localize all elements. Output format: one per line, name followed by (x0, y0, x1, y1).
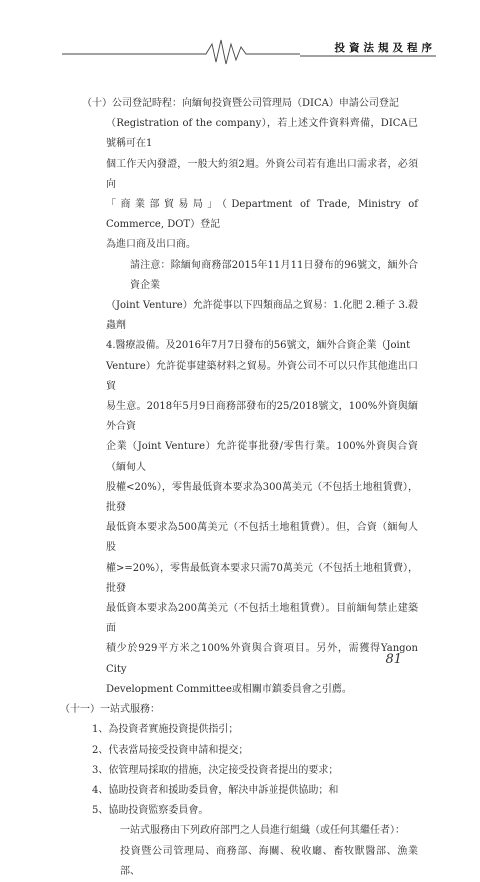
note-line: 最低資本要求為500萬美元（不包括土地租賃費）。但，合資（緬甸人股 (106, 522, 418, 554)
list-item-text: 依管理局採取的措施，決定接受投資者提出的要求； (108, 764, 339, 776)
page-body (60, 94, 418, 882)
list-item-text: 協助投資者和援助委員會，解決申訴並提供協助；和 (108, 784, 339, 796)
note-line: 股權<20%），零售最低資本要求為300萬美元（不包括土地租賃費），批發 (106, 481, 418, 514)
list-item (92, 761, 418, 781)
note-line: Development Committee或相關市鎮委員會之引薦。 (106, 683, 352, 695)
page-header (0, 0, 480, 70)
header-title: 投資法規及程序 (334, 42, 436, 54)
section-10-line: 為進口商及出口商。 (106, 239, 196, 251)
note-line: 請注意：除緬甸商務部2015年11月11日發布的96號文，緬外合資企業 (130, 259, 418, 291)
section-10-line: 個工作天內發證，一般大約須2週。外資公司若有進出口需求者，必須向 (106, 158, 418, 190)
list-item (92, 720, 418, 740)
section-10-line: （十）公司登記時程：向緬甸投資暨公司管理局（DICA）申請公司登記 (82, 98, 399, 109)
list-item-number: 5、 (92, 805, 109, 817)
note-line: 積少於929平方米之100%外資與合資項目。另外，需獲得Yangon City (106, 643, 418, 675)
list-item-text: 協助投資監察委員會。 (108, 805, 209, 817)
note-line: 易生意。2018年5月9日商務部發布的25/2018號文，100%外資與緬外合資 (106, 401, 418, 433)
list-item (92, 801, 418, 821)
sub-line: 投資暨公司管理局、商務部、海關、稅收廳、畜牧獸醫部、漁業部、 (120, 845, 418, 877)
section-11-heading: （十一）一站式服務： (60, 704, 160, 716)
list-item-number: 3、 (92, 764, 109, 776)
note-line: 權>=20%），零售最低資本要求只需70萬美元（不包括土地租賃費），批發 (106, 562, 418, 594)
list-item-number: 1、 (92, 724, 109, 736)
header-pulse-line-icon (0, 0, 480, 70)
sub-line: 一站式服務由下列政府部門之人員進行組織（或任何其繼任者）： (120, 825, 405, 837)
page-number: 81 (385, 652, 402, 667)
note-line: 企業（Joint Venture）允許從事批發/零售行業。100%外資與合資（緬甸人 (106, 441, 418, 473)
note-line: Venture）允許從事建築材料之貿易。外資公司不可以只作其他進出口貿 (106, 360, 418, 392)
list-item-number: 4、 (92, 784, 109, 796)
list-item-text: 為投資者實施投資提供指引； (108, 724, 239, 736)
list-item-number: 2、 (92, 744, 109, 756)
note-line: 最低資本要求為200萬美元（不包括土地租賃費）。目前緬甸禁止建築面 (106, 603, 418, 635)
list-item (92, 781, 418, 801)
section-10-line: （Registration of the company），若上述文件資料齊備，DICA已號稱可在1 (106, 118, 418, 150)
note-line: （Joint Venture）允許從事以下四類商品之貿易：1.化肥 2.種子 3.殺蟲劑 (106, 300, 418, 332)
section-10-line: 「商業部貿易局」（Department of Trade, Ministry of Commerce, DOT）登記 (106, 199, 418, 231)
list-item (92, 741, 418, 761)
note-line: 4.醫療設備。及2016年7月7日發布的56號文，緬外合資企業（Joint (106, 340, 411, 352)
list-item-text: 代表當局接受投資申請和提交； (108, 744, 249, 756)
